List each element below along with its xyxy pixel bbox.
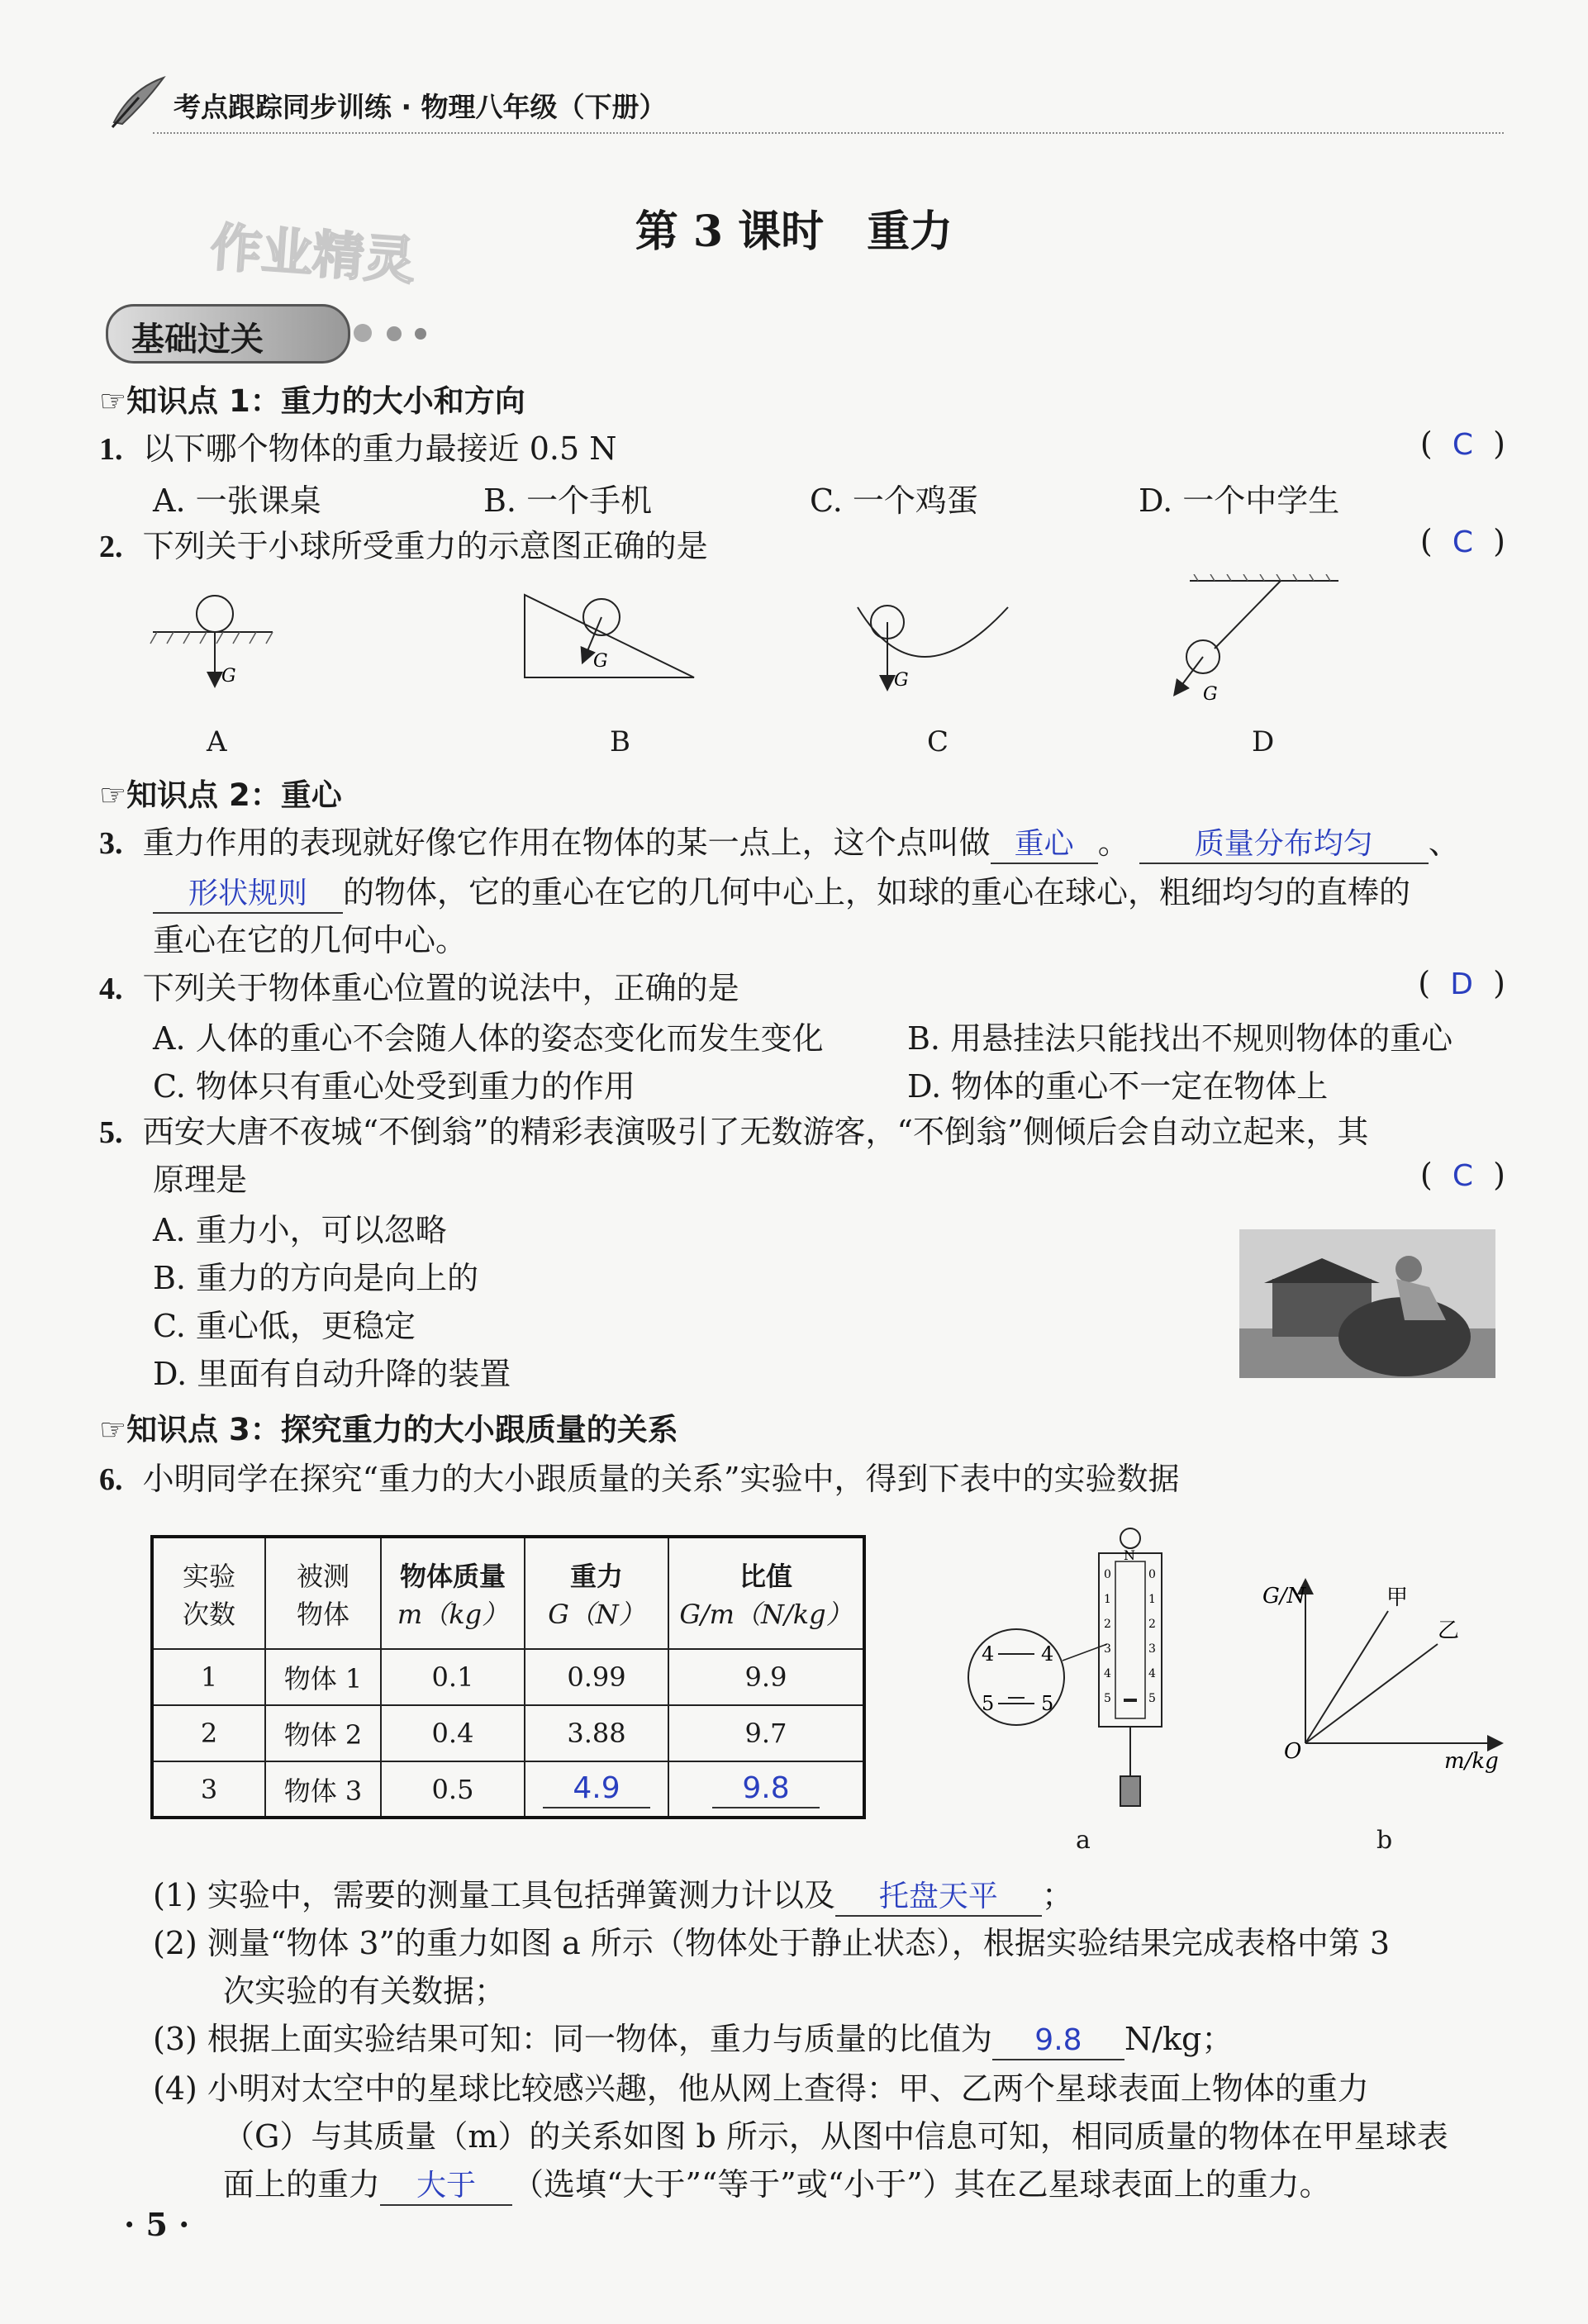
svg-text:3: 3	[1148, 1642, 1156, 1656]
q3-line3: 重心在它的几何中心。	[153, 922, 468, 958]
q1-option-a: A. 一张课桌	[153, 482, 321, 519]
g-m-graph	[1256, 1570, 1520, 1785]
svg-text:2: 2	[1148, 1618, 1156, 1631]
svg-text:4: 4	[1104, 1667, 1111, 1680]
table-row: 1 物体 1 0.1 0.99 9.9	[152, 1649, 864, 1705]
q6-sub1: (1) 实验中，需要的测量工具包括弹簧测力计以及 托盘天平 ；	[153, 1872, 1504, 1918]
q3-blank-1: 重心	[991, 826, 1098, 864]
q3-blank-2: 质量分布均匀	[1139, 826, 1429, 864]
svg-text:4: 4	[1148, 1667, 1156, 1680]
table-answer-gravity: 4.9	[543, 1770, 650, 1808]
x-axis-label: m/kg	[1444, 1749, 1499, 1774]
q6-sub2: (2) 测量“物体 3”的重力如图 a 所示（物体处于静止状态），根据实验结果完成表格中第 3	[153, 1925, 1391, 1961]
svg-text:3: 3	[1104, 1642, 1111, 1656]
header-title: 考点跟踪同步训练 · 物理八年级（下册）	[174, 91, 667, 123]
knowledge-point-1: ☞知识点 1：重力的大小和方向	[99, 383, 525, 419]
lesson-title: 第 3 课时 重力	[635, 207, 953, 257]
dot-icon	[387, 326, 402, 341]
section-badge	[106, 304, 350, 364]
svg-text:4: 4	[982, 1642, 995, 1666]
q2: 2. 下列关于小球所受重力的示意图正确的是	[99, 528, 708, 564]
table-row: 3 物体 3 0.5 4.9 9.8	[152, 1761, 864, 1818]
q6-blank-3: 9.8	[992, 2022, 1124, 2060]
q5-line2: 原理是	[153, 1162, 248, 1198]
line-jia	[1305, 1611, 1388, 1743]
q6: 6. 小明同学在探究“重力的大小跟质量的关系”实验中，得到下表中的实验数据	[99, 1461, 1180, 1497]
fig-label-c: C	[927, 725, 949, 758]
y-axis-label: G/N	[1262, 1584, 1306, 1609]
svg-text:2: 2	[1104, 1618, 1111, 1631]
q6-sub2-cont: 次实验的有关数据；	[223, 1973, 506, 2009]
fig-label-a: A	[207, 725, 227, 758]
dot-icon	[415, 328, 426, 340]
force-label-b: G	[593, 651, 608, 672]
q1: 1. 以下哪个物体的重力最接近 0.5 N	[99, 430, 617, 467]
pointing-hand-icon: ☞	[99, 1412, 127, 1447]
q4-option-c: C. 物体只有重心处受到重力的作用	[153, 1068, 635, 1105]
q4-option-d: D. 物体的重心不一定在物体上	[907, 1068, 1329, 1105]
pointing-hand-icon: ☞	[99, 777, 127, 813]
q6-blank-4: 大于	[380, 2168, 512, 2206]
pointing-hand-icon: ☞	[99, 383, 127, 419]
spring-scale-figure	[958, 1520, 1165, 1851]
knowledge-point-2: ☞知识点 2：重心	[99, 777, 342, 813]
line-jia-label: 甲	[1386, 1585, 1409, 1610]
q3-line1: 3. 重力作用的表现就好像它作用在物体的某一点上，这个点叫做 重心 。 质量分布均匀 、	[99, 820, 1504, 867]
svg-text:1: 1	[1104, 1593, 1111, 1606]
q4: 4. 下列关于物体重心位置的说法中，正确的是	[99, 970, 739, 1006]
svg-text:0: 0	[1104, 1568, 1111, 1581]
q5-answer: ( C )	[1419, 1157, 1505, 1193]
q1-option-c: C. 一个鸡蛋	[810, 482, 978, 519]
q2-answer: ( C )	[1419, 523, 1505, 559]
figure-b	[525, 595, 694, 677]
svg-text:5: 5	[1148, 1692, 1156, 1705]
q6-sub4: (4) 小明对太空中的星球比较感兴趣，他从网上查得：甲、乙两个星球表面上物体的重力	[153, 2070, 1369, 2107]
q6-blank-1: 托盘天平	[835, 1879, 1042, 1917]
origin-label: O	[1284, 1739, 1302, 1764]
table-header: 物体质量 m（kg）	[381, 1537, 525, 1649]
header-divider	[153, 132, 1504, 134]
table-header: 被测 物体	[265, 1537, 381, 1649]
table-row: 2 物体 2 0.4 3.88 9.7	[152, 1705, 864, 1761]
svg-text:5: 5	[1041, 1692, 1054, 1715]
q5-option-a: A. 重力小，可以忽略	[153, 1212, 447, 1248]
q3-line2: 形状规则 的物体，它的重心在它的几何中心上，如球的重心在球心，粗细均匀的直棒的	[153, 869, 1504, 915]
q2-figures	[149, 574, 1355, 739]
line-yi	[1305, 1644, 1438, 1743]
quill-logo-icon	[106, 73, 172, 132]
q6-sub4-line3: 面上的重力 大于 （选填“大于”“等于”或“小于”）其在乙星球表面上的重力。	[223, 2161, 1504, 2208]
figure-a	[150, 596, 273, 687]
q1-answer: ( C )	[1419, 425, 1505, 462]
table-header: 重力 G（N）	[525, 1537, 668, 1649]
table-header: 实验 次数	[152, 1537, 265, 1649]
force-label-a: G	[221, 666, 236, 687]
q6-sub3: (3) 根据上面实验结果可知：同一物体，重力与质量的比值为 9.8 N/kg；	[153, 2016, 1504, 2062]
table-header: 比值 G/m（N/kg）	[668, 1537, 864, 1649]
force-label-d: G	[1203, 684, 1218, 705]
table-answer-ratio: 9.8	[712, 1770, 820, 1808]
q4-option-a: A. 人体的重心不会随人体的姿态变化而发生变化	[153, 1020, 824, 1057]
q5-option-c: C. 重心低，更稳定	[153, 1308, 416, 1344]
svg-text:1: 1	[1148, 1593, 1156, 1606]
force-label-c: G	[894, 670, 909, 691]
knowledge-point-3: ☞知识点 3：探究重力的大小跟质量的关系	[99, 1412, 678, 1447]
fig-label-b: B	[610, 725, 630, 758]
line-yi-label: 乙	[1438, 1618, 1460, 1643]
scale-unit: N	[1124, 1547, 1135, 1563]
q6-sub4-line2: （G）与其质量（m）的关系如图 b 所示，从图中信息可知，相同质量的物体在甲星球表	[223, 2118, 1448, 2155]
fig-label-d: D	[1252, 725, 1275, 758]
svg-text:4: 4	[1041, 1642, 1054, 1666]
fig-a-label: a	[1076, 1826, 1091, 1855]
svg-text:5: 5	[982, 1692, 995, 1715]
fig-b-label: b	[1376, 1826, 1393, 1855]
dot-icon	[354, 324, 372, 342]
q3-blank-3: 形状规则	[153, 876, 343, 914]
q4-option-b: B. 用悬挂法只能找出不规则物体的重心	[907, 1020, 1453, 1057]
q4-answer: ( D )	[1418, 965, 1505, 1001]
watermark: 作业精灵	[208, 216, 417, 292]
figure-d	[1178, 574, 1338, 705]
figure-c	[858, 606, 1008, 691]
q1-option-b: B. 一个手机	[483, 482, 653, 519]
svg-text:0: 0	[1148, 1568, 1156, 1581]
data-table	[150, 1535, 866, 1819]
table-header-row	[152, 1537, 864, 1649]
q5-line1: 5. 西安大唐不夜城“不倒翁”的精彩表演吸引了无数游客，“不倒翁”侧倾后会自动立起来，其	[99, 1114, 1369, 1150]
q5-option-d: D. 里面有自动升降的装置	[153, 1356, 511, 1392]
tumbler-photo	[1239, 1229, 1495, 1378]
svg-text:5: 5	[1104, 1692, 1111, 1705]
section-label: 基础过关	[131, 321, 264, 359]
page-number: · 5 ·	[124, 2206, 190, 2243]
q1-option-d: D. 一个中学生	[1139, 482, 1340, 519]
q5-option-b: B. 重力的方向是向上的	[153, 1260, 479, 1296]
